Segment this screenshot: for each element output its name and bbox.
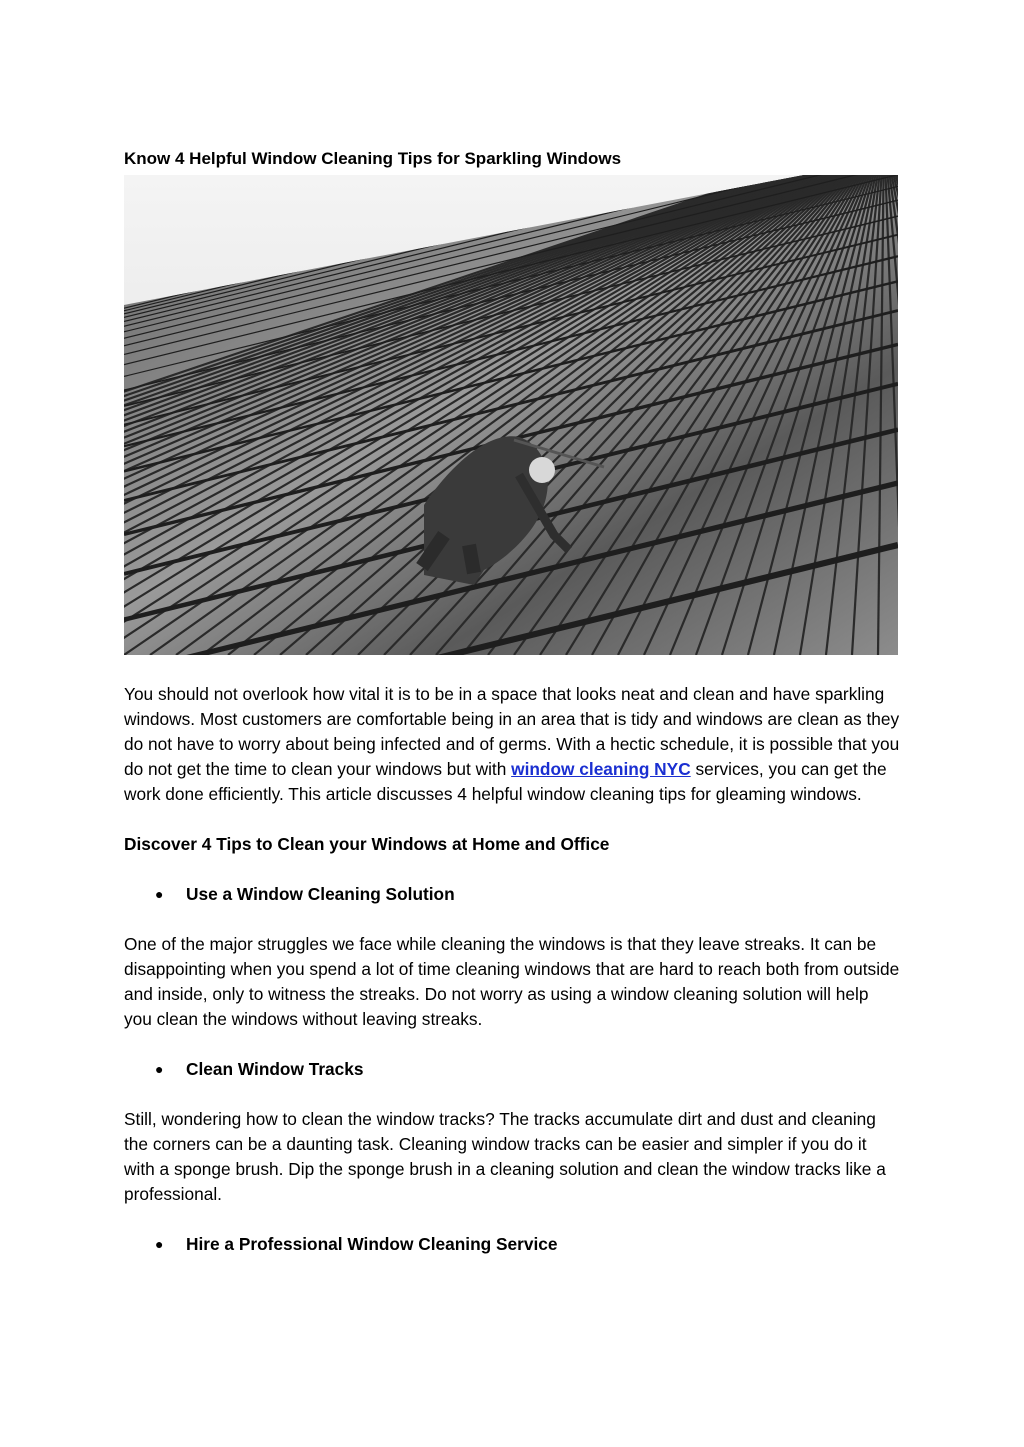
tip-1-body: One of the major struggles we face while cleaning the windows is that they leave streaks. It can be disappointing when you spend a lot of time cleaning windows that are hard to reach both from outside and inside, only to witness the streaks. Do not worry as using a window cleaning solution will help you clean the windows without leaving streaks. <box>124 934 900 1029</box>
article-title: Know 4 Helpful Window Cleaning Tips for Sparkling Windows <box>124 149 622 168</box>
bullet-icon: ● <box>155 1236 164 1252</box>
tip-3-heading <box>124 1232 900 1257</box>
bullet-icon: ● <box>155 886 164 902</box>
tip-1-heading-text: Use a Window Cleaning Solution <box>186 884 455 904</box>
tip-1-heading <box>124 882 900 907</box>
intro-text-after-link: services, you can get the work done efficiently. This article discusses 4 helpful window cleaning tips for gleaming windows. <box>124 759 887 804</box>
window-cleaning-nyc-link[interactable]: window cleaning NYC <box>511 759 691 779</box>
article <box>124 148 900 1257</box>
tip-1 <box>124 882 900 907</box>
bullet-icon: ● <box>155 1061 164 1077</box>
tip-3 <box>124 1232 900 1257</box>
tip-2-heading <box>124 1057 900 1082</box>
building-photo-illustration <box>124 175 898 655</box>
intro-text-before-link: You should not overlook how vital it is to be in a space that looks neat and clean and have sparkling windows. Most customers are comfortable being in an area that is tidy and windows are clean as they do not have to worry about being infected and of germs. With a hectic schedule, it is possible that you do not get the time to clean your windows but with <box>124 684 900 779</box>
intro-paragraph <box>124 682 900 807</box>
tip-2 <box>124 1057 900 1082</box>
tip-3-heading-text: Hire a Professional Window Cleaning Service <box>186 1234 558 1254</box>
building-photo <box>124 175 898 655</box>
tip-2-heading-text: Clean Window Tracks <box>186 1059 364 1079</box>
section-heading: Discover 4 Tips to Clean your Windows at Home and Office <box>124 834 610 854</box>
tip-2-body: Still, wondering how to clean the window tracks? The tracks accumulate dirt and dust and cleaning the corners can be a daunting task. Cleaning window tracks can be easier and simpler if you do it with a sponge brush. Dip the sponge brush in a cleaning solution and clean the window tracks like a professional. <box>124 1109 886 1204</box>
